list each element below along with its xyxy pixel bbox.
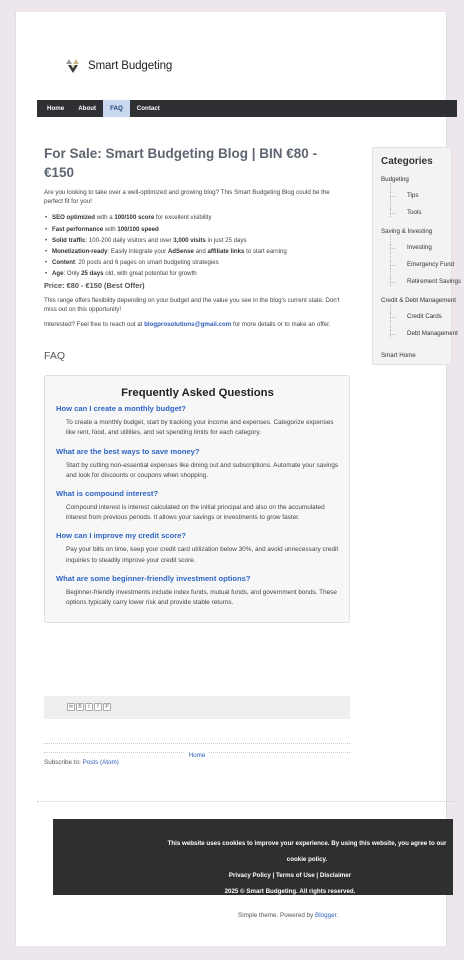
site-logo[interactable] [64,58,172,74]
feature-item [44,257,350,268]
feature-bold: AdSense [167,248,194,256]
blogthis-icon[interactable]: B [76,703,84,711]
tree-line [390,235,451,244]
sidebar-subcategory[interactable]: Investing [390,244,451,252]
subscribe-label: Subscribe to: [44,759,83,766]
footer-links[interactable]: Privacy Policy | Terms of Use | Disclaimer [228,872,352,879]
email-icon[interactable]: ✉ [68,704,74,710]
home-row [44,743,350,759]
footer [53,819,453,895]
faq-question[interactable]: What are the best ways to save money? [56,446,200,456]
feature-bold: 25 days [81,270,104,278]
logo-icon [64,58,82,74]
tree-line [390,304,451,313]
feature-text: : Easily integrate your [107,248,168,256]
feature-text: for excellent visibility [154,214,212,222]
sidebar-categories [372,147,461,365]
facebook-icon[interactable]: f [94,703,102,711]
sidebar-subcategory[interactable]: Retirement Savings [390,278,451,286]
faq-question[interactable]: What is compound interest? [56,489,159,499]
faq-box-title: Frequently Asked Questions [121,387,274,400]
subscribe-link[interactable]: Posts (Atom) [82,759,119,766]
faq-question[interactable]: How can I improve my credit score? [56,531,186,541]
faq-box [44,375,350,623]
powered-by [238,912,338,919]
sidebar-category[interactable]: Credit & Debt Management [381,297,456,304]
post-intro: Are you looking to take over a well-optimized and growing blog? This Smart Budgeting Blog could be the perfect fit for you! [44,189,330,206]
feature-item [44,268,350,279]
site-name: Smart Budgeting [88,60,173,72]
faq-question[interactable]: How can I create a monthly budget? [56,404,186,414]
feature-bold: Solid traffic [52,236,86,244]
divider [37,801,457,802]
nav-home[interactable]: Home [47,105,65,112]
feature-item [44,224,350,235]
sidebar-title: Categories [381,156,433,167]
sidebar-subcategory[interactable]: Tools [390,209,451,217]
feature-text: old, with great potential for growth [103,270,197,278]
nav-about[interactable]: About [78,105,97,112]
feature-bold: Content [52,259,76,267]
faq-answer: To create a monthly budget, start by tracking your income and expenses. Categorize expenses like rent, food, and utilities, and set spending limits for each category. [66,419,334,437]
feature-text: to start earning [244,248,287,256]
post-title: For Sale: Smart Budgeting Blog | BIN €80 - €150 [44,146,318,180]
faq-answer: Pay your bills on time, keep your credit card utilization below 30%, and avoid unnecessary credit inquiries to steadily improve your credit score. [66,546,339,564]
faq-answer: Compound interest is interest calculated on the initial principal and also on the accumulated interest from previous periods. It allows your savings or investments to grow faster. [66,504,325,522]
nav-contact[interactable]: Contact [136,105,160,112]
cookie-notice: This website uses cookies to improve your experience. By using this website, you agree to our cookie policy. [167,840,447,863]
pinterest-icon[interactable]: P [103,703,111,711]
subscribe [44,759,119,766]
share-bar [44,696,350,719]
feature-text: : 20 posts and 6 pages on smart budgeting strategies [75,259,219,267]
tree-line [390,321,451,330]
sidebar-subcategory[interactable]: Debt Management [390,330,451,338]
sidebar-category[interactable]: Budgeting [381,176,409,183]
contact-pre: Interested? Feel free to reach out at [44,321,145,329]
main-nav [37,100,457,117]
feature-text: : Only [63,270,82,278]
feature-bold: 100/100 score [114,214,155,222]
contact-text [44,320,350,329]
feature-item [44,246,350,257]
feature-text: : 100-200 daily visitors and over [85,236,174,244]
feature-bold: Monetization-ready [52,248,108,256]
feature-bold: affiliate links [207,248,245,256]
home-link[interactable]: Home [185,752,210,759]
price: Price: €80 - €150 (Best Offer) [44,280,145,290]
nav-faq[interactable]: FAQ [103,100,130,117]
feature-bold: 3,000 visits [173,236,206,244]
page [15,12,461,946]
blogger-link[interactable]: Blogger. [315,912,339,919]
feature-bold: Age [52,270,64,278]
feature-bold: SEO optimized [52,214,95,222]
powered-text: Simple theme. Powered by [238,912,315,919]
faq-question[interactable]: What are some beginner-friendly investment options? [56,573,251,583]
main-content [44,144,350,623]
twitter-icon[interactable]: t [85,703,93,711]
feature-list [44,212,350,279]
sidebar-subcategory[interactable]: Emergency Fund [390,261,451,269]
sidebar-subcategory[interactable]: Credit Cards [390,313,451,321]
copyright: 2025 © Smart Budgeting. All rights reserved. [224,888,356,895]
feature-text: and [193,248,208,256]
sidebar-category[interactable]: Saving & Investing [381,228,433,235]
feature-bold: Fast performance [52,225,104,233]
faq-answer: Start by cutting non-essential expenses like dining out and subscriptions. Automate your savings and look for discounts or coupons when shopping. [66,461,339,479]
feature-text: with a [95,214,115,222]
tree-line [390,183,451,192]
feature-text: in just 25 days [205,236,247,244]
sidebar-subcategory[interactable]: Tips [390,192,451,200]
contact-email-link[interactable]: blogprosolutions@gmail.com [144,321,232,329]
faq-heading: FAQ [44,350,66,363]
tree-line [390,200,451,209]
feature-item [44,235,350,246]
sidebar-category[interactable]: Smart Home [381,352,416,359]
tree-line [390,252,451,261]
feature-item [44,212,350,223]
tree-line [390,269,451,278]
faq-answer: Beginner-friendly investments include index funds, mutual funds, and government bonds. These options typically carry lower risk and provide stable returns. [66,588,337,607]
feature-bold: 100/100 speed [117,225,159,233]
feature-text: with [103,225,118,233]
range-text: This range offers flexibility depending on your budget and the value you see in the blog's current state. Don't miss out on this opportunity! [44,296,340,313]
contact-post: for more details or to make an offer. [231,321,331,329]
